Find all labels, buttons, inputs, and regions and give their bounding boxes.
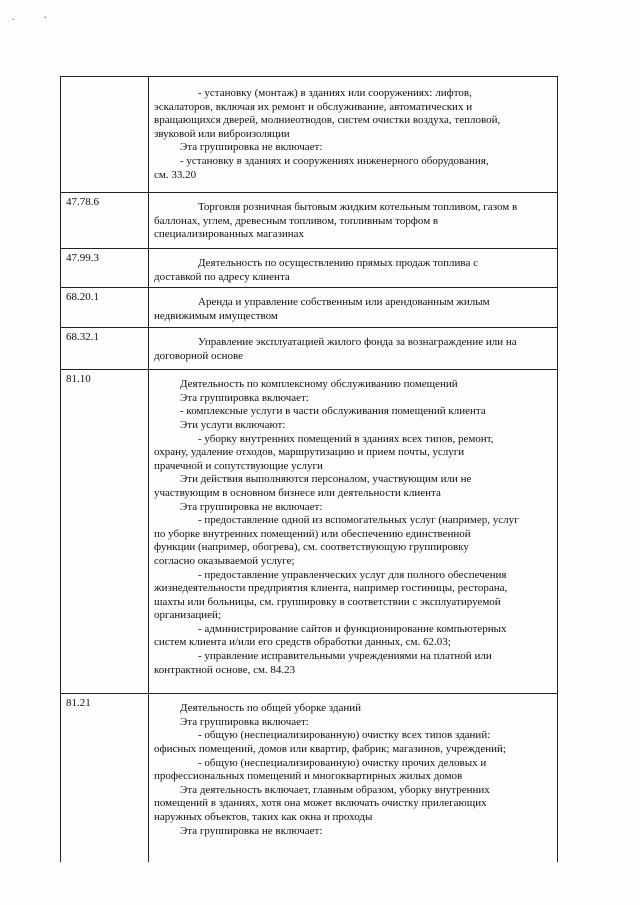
text-line: недвижимым имуществом [154,309,278,322]
text-line: жизнедеятельности предприятия клиента, например гостиницы, ресторана, [154,582,508,595]
table-row [61,193,558,249]
code-cell: 81.21 [61,694,149,862]
text-line: - общую (неспециализированную) очистку прочих деловых и [198,756,487,769]
table-row [61,328,558,370]
text-line: контрактной основе, см. 84.23 [154,663,296,676]
text-line: - управление исправительными учреждениями на платной или [198,650,492,663]
text-line: Эта группировка не включает: [180,141,323,154]
text-line: Управление эксплуатацией жилого фонда за вознаграждение или на [198,336,517,349]
text-line: Эта группировка включает: [180,715,309,728]
text-line: Эта деятельность включает, главным образом, уборку внутренних [180,783,490,796]
table-row [61,77,558,193]
text-line: офисных помещений, домов или квартир, фабрик; магазинов, учреждений; [154,742,506,755]
description-cell [149,328,558,370]
table-row [61,249,558,288]
description-cell [149,288,558,328]
text-line: Эти действия выполняются персоналом, участвующим или не [180,473,472,486]
code-cell: 68.20.1 [61,288,149,328]
description-cell [149,370,558,694]
text-line: - общую (неспециализированную) очистку всех типов зданий: [198,729,491,742]
text-line: - уборку внутренних помещений в зданиях всех типов, ремонт, [198,432,494,445]
scan-mark: . [44,10,47,21]
table-row [61,694,558,862]
text-line: охрану, удаление отходов, маршрутизацию и прием почты, услуги [154,446,465,459]
description-cell [149,694,558,862]
description-cell [149,249,558,288]
text-line: шахты или больницы, см. группировку в соответствии с эксплуатируемой [154,595,501,608]
text-line: - администрирование сайтов и функционирование компьютерных [198,622,507,635]
code-cell: 47.99.3 [61,249,149,288]
description-cell [149,77,558,193]
text-line: Эта группировка не включает: [180,500,323,513]
text-line: - комплексные услуги в части обслуживания помещений клиента [180,405,486,418]
code-cell: 47.78.6 [61,193,149,249]
text-line: Эти услуги включают: [180,418,286,431]
text-line: баллонах, углем, древесным топливом, топливным торфом в [154,214,439,227]
text-line: см. 33.20 [154,168,197,181]
okved-table [60,76,558,862]
code-cell: 81.10 [61,370,149,694]
text-line: Торговля розничная бытовым жидким котельным топливом, газом в [198,201,518,213]
text-line: - предоставление управленческих услуг для полного обеспечения [198,568,507,581]
text-line: - установку (монтаж) в зданиях или сооружениях: лифтов, [198,87,472,99]
description-cell [149,193,558,249]
text-line: Эта группировка не включает: [180,824,323,837]
text-line: организацией; [154,609,221,622]
text-line: профессиональных помещений и многоквартирных жилых домов [154,770,463,783]
text-line: прачечной и сопутствующие услуги [154,459,323,472]
text-line: систем клиента и/или его средств обработки данных, см. 62.03; [154,636,451,649]
text-line: эскалаторов, включая их ремонт и обслуживание, автоматических и [154,100,473,113]
text-line: Деятельность по осуществлению прямых продаж топлива с [198,257,478,269]
text-line: Деятельность по общей уборке зданий [180,702,362,715]
text-line: - установку в зданиях и сооружениях инженерного оборудования, [180,154,489,167]
text-line: Аренда и управление собственным или арендованным жилым [198,296,490,309]
text-line: вращающихся дверей, молниеотводов, систем очистки воздуха, тепловой, [154,114,501,127]
scan-mark: . [12,12,15,23]
text-line: функции (например, обогрева), см. соответствующую группировку [154,541,469,554]
text-line: наружных объектов, таких как окна и проходы [154,810,373,823]
text-line: согласно оказываемой услуге; [154,554,295,567]
text-line: - предоставление одной из вспомогательных услуг (например, услуг [198,514,519,527]
text-line: звуковой или виброизоляции [154,127,290,140]
text-line: участвующим в основном бизнесе или деятельности клиента [154,486,441,499]
text-line: доставкой по адресу клиента [154,270,290,283]
text-line: Деятельность по комплексному обслуживанию помещений [180,378,458,391]
text-line: специализированных магазинах [154,228,305,241]
code-cell [61,77,149,193]
table-row [61,288,558,328]
text-line: помещений в зданиях, хотя она может включать очистку прилегающих [154,797,487,810]
text-line: по уборке внутренних помещений) или обеспечению единственной [154,527,471,540]
text-line: Эта группировка включает: [180,391,309,404]
code-cell: 68.32.1 [61,328,149,370]
table-row [61,370,558,694]
text-line: договорной основе [154,349,244,362]
